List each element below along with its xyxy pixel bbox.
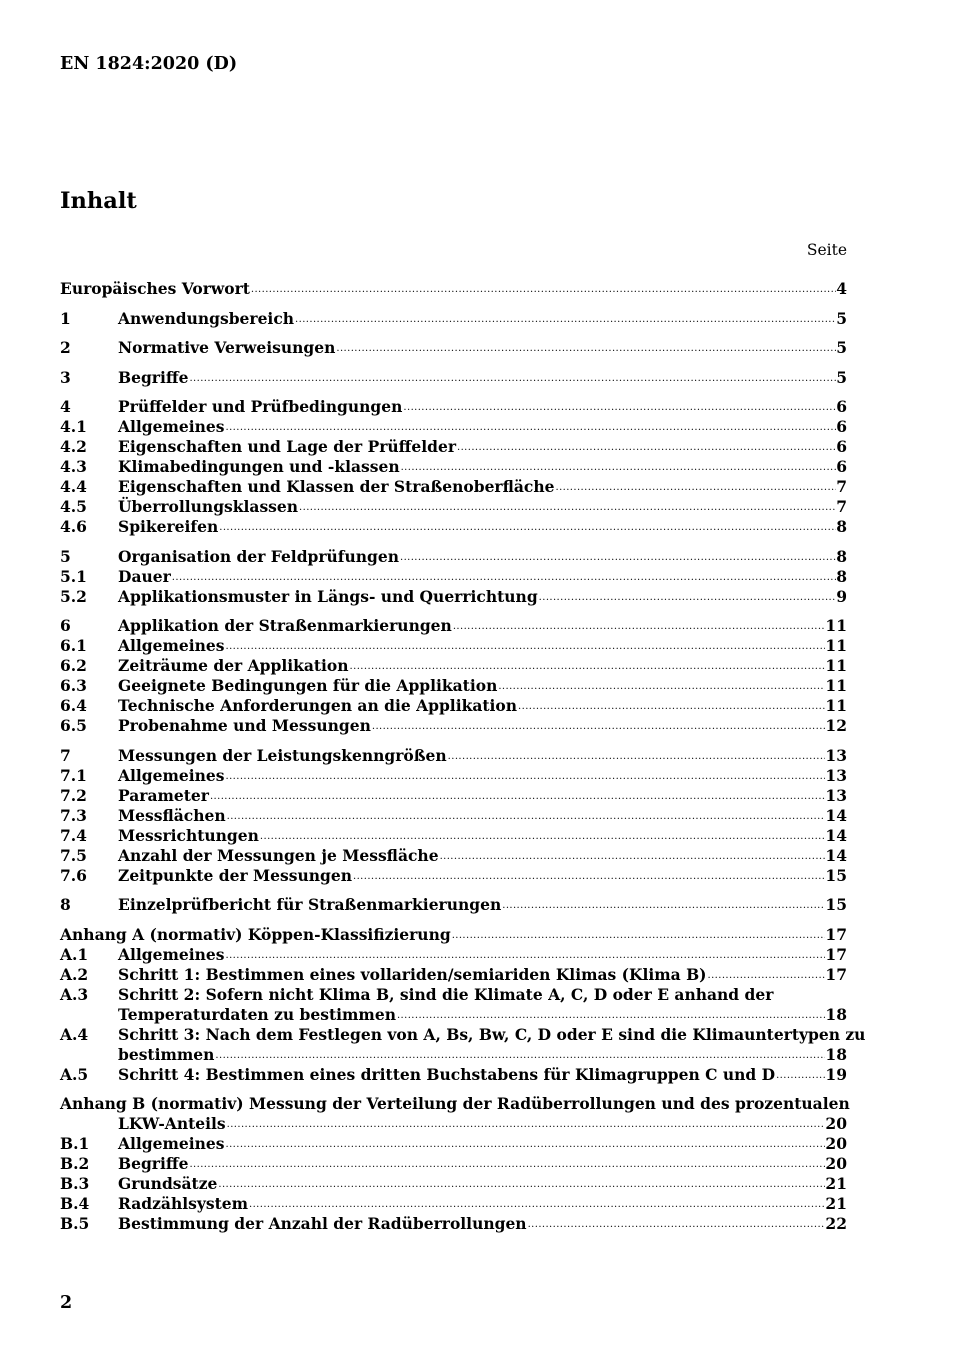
toc-dot-leader [217, 1180, 825, 1190]
toc-entry[interactable] [60, 547, 847, 567]
toc-entry-title: Anzahl der Messungen je Messfläche [118, 845, 439, 865]
page-number: 2 [60, 1293, 73, 1313]
toc-dot-leader [171, 573, 836, 583]
toc-entry-title: Applikation der Straßenmarkierungen [118, 616, 452, 635]
toc-entry[interactable] [60, 279, 847, 299]
toc-entry[interactable] [60, 1134, 847, 1154]
toc-entry[interactable] [60, 1065, 847, 1085]
toc-entry-title: Zeiträume der Applikation [118, 656, 349, 675]
toc-entry-page: 21 [825, 1194, 847, 1213]
toc-entry-title: Parameter [118, 785, 209, 805]
toc-entry-page: 9 [836, 586, 847, 606]
toc-entry-page: 11 [825, 676, 847, 695]
toc-dot-leader [497, 682, 825, 692]
toc-entry-number: B.3 [60, 1174, 90, 1193]
toc-dot-leader [225, 423, 837, 433]
toc-entry[interactable] [60, 676, 847, 696]
toc-entry[interactable] [60, 397, 847, 417]
toc-entry-page: 19 [825, 1064, 847, 1084]
toc-entry-title: Anwendungsbereich [118, 308, 295, 328]
toc-dot-leader [349, 662, 826, 672]
toc-entry[interactable] [60, 766, 847, 786]
toc-entry-number: 4.6 [60, 517, 87, 536]
toc-entry-number: 4.4 [60, 477, 87, 496]
toc-entry-title: Grundsätze [118, 1174, 218, 1193]
toc-dot-leader [538, 593, 837, 603]
toc-entry[interactable] [60, 1214, 847, 1234]
toc-entry-continuation[interactable] [60, 1114, 847, 1134]
toc-entry-page: 15 [825, 895, 847, 914]
toc-entry[interactable] [60, 806, 847, 826]
toc-entry-title: Anhang A (normativ) Köppen-Klassifizierung [60, 924, 451, 944]
toc-entry-page: 14 [825, 845, 847, 865]
page-title: Inhalt [60, 188, 137, 214]
toc-entry-title: Klimabedingungen und -klassen [118, 457, 400, 476]
toc-entry[interactable] [60, 587, 847, 607]
toc-entry-page: 17 [825, 924, 847, 944]
toc-entry-page: 12 [825, 716, 847, 735]
toc-entry-page: 20 [825, 1154, 847, 1173]
toc-entry-number: 8 [60, 895, 71, 914]
toc-entry-number: 6.2 [60, 656, 87, 675]
toc-entry[interactable] [60, 985, 847, 1005]
toc-entry[interactable] [60, 895, 847, 915]
toc-entry-title: Begriffe [118, 1154, 189, 1173]
document-id: EN 1824:2020 (D) [60, 54, 238, 74]
toc-entry-page: 13 [825, 765, 847, 785]
toc-entry-page: 20 [825, 1134, 847, 1153]
toc-entry-title: Schritt 4: Bestimmen eines dritten Buchstabens für Klimagruppen C und D [118, 1064, 776, 1084]
toc-entry-page: 13 [825, 745, 847, 765]
toc-dot-leader [225, 772, 826, 782]
toc-entry-page: 5 [836, 338, 847, 357]
toc-entry[interactable] [60, 925, 847, 945]
toc-entry-number: A.3 [60, 984, 89, 1004]
toc-entry-title: Bestimmung der Anzahl der Radüberrollungen [118, 1214, 527, 1233]
toc-entry[interactable] [60, 965, 847, 985]
toc-entry[interactable] [60, 417, 847, 437]
toc-entry-number: B.4 [60, 1194, 90, 1213]
toc-dot-leader [248, 1200, 825, 1210]
toc-entry[interactable] [60, 786, 847, 806]
toc-entry-title: Applikationsmuster in Längs- und Querrichtung [118, 586, 538, 606]
toc-entry-page: 4 [836, 279, 847, 298]
toc-dot-leader [402, 403, 836, 413]
toc-entry-number: 6.5 [60, 716, 87, 735]
toc-entry-number: 4.3 [60, 457, 87, 476]
toc-entry-number: 5.1 [60, 566, 87, 586]
toc-entry-number: 6.4 [60, 696, 87, 715]
toc-dot-leader [554, 483, 836, 493]
toc-entry-title: Schritt 1: Bestimmen eines vollariden/semiariden Klimas (Klima B) [118, 964, 707, 984]
toc-entry-number: 4 [60, 397, 71, 416]
toc-entry-title: Begriffe [118, 367, 189, 387]
toc-entry-page: 18 [825, 1044, 847, 1064]
toc-entry-title: Allgemeines [118, 636, 225, 655]
toc-entry-number: 4.2 [60, 437, 87, 456]
toc-entry-page: 8 [836, 546, 847, 566]
toc-entry[interactable] [60, 437, 847, 457]
toc-dot-leader [456, 443, 836, 453]
toc-entry[interactable] [60, 716, 847, 736]
toc-entry-number: 5.2 [60, 586, 87, 606]
toc-entry-page: 6 [836, 417, 847, 436]
toc-entry-number: A.5 [60, 1064, 89, 1084]
toc-entry-number: 6.1 [60, 636, 87, 655]
table-of-contents [60, 279, 866, 1234]
toc-entry-title: Spikereifen [118, 517, 219, 536]
toc-dot-leader [250, 285, 836, 295]
toc-entry-number: B.1 [60, 1134, 90, 1153]
toc-entry[interactable] [60, 517, 847, 537]
toc-dot-leader [447, 752, 826, 762]
toc-entry-number: 3 [60, 367, 71, 387]
toc-entry-title: Dauer [118, 566, 171, 586]
toc-dot-leader [225, 1140, 826, 1150]
toc-entry-title: Schritt 2: Sofern nicht Klima B, sind die Klimate A, C, D oder E anhand der [118, 984, 774, 1004]
toc-entry[interactable] [60, 497, 847, 517]
toc-entry-title: Allgemeines [118, 944, 225, 964]
toc-entry-page: 8 [836, 517, 847, 536]
toc-entry-title: Allgemeines [118, 417, 225, 436]
toc-dot-leader [259, 832, 826, 842]
toc-entry-title: Probenahme und Messungen [118, 716, 371, 735]
toc-entry-page: 11 [825, 656, 847, 675]
toc-dot-leader [225, 642, 826, 652]
toc-dot-leader [188, 1160, 825, 1170]
toc-entry-title: Allgemeines [118, 1134, 225, 1153]
toc-entry-number: 6 [60, 616, 71, 635]
toc-entry-title: Organisation der Feldprüfungen [118, 546, 399, 566]
toc-dot-leader [225, 951, 826, 961]
toc-dot-leader [226, 1120, 826, 1130]
toc-entry-number: 7.2 [60, 785, 87, 805]
toc-entry[interactable] [60, 1174, 847, 1194]
toc-dot-leader [226, 812, 826, 822]
toc-entry-title-continued: LKW-Anteils [118, 1114, 226, 1133]
toc-entry-title: Normative Verweisungen [118, 338, 336, 357]
toc-entry-number: 7 [60, 745, 71, 765]
toc-entry-page: 7 [836, 477, 847, 496]
toc-dot-leader [439, 852, 826, 862]
toc-entry-title: Europäisches Vorwort [60, 279, 250, 298]
toc-entry-page: 5 [836, 367, 847, 387]
toc-dot-leader [218, 523, 836, 533]
toc-entry-title: Technische Anforderungen an die Applikation [118, 696, 518, 715]
toc-entry[interactable] [60, 457, 847, 477]
toc-entry-number: B.2 [60, 1154, 90, 1173]
toc-dot-leader [399, 553, 836, 563]
toc-entry-number: 1 [60, 308, 71, 328]
toc-entry[interactable] [60, 616, 847, 636]
toc-entry[interactable] [60, 1094, 850, 1114]
toc-entry-number: A.1 [60, 944, 89, 964]
toc-entry-page: 17 [825, 944, 847, 964]
toc-entry[interactable] [60, 866, 847, 886]
toc-entry[interactable] [60, 746, 847, 766]
toc-entry-page: 13 [825, 785, 847, 805]
toc-entry-page: 8 [836, 566, 847, 586]
toc-entry-title: Geeignete Bedingungen für die Applikation [118, 676, 498, 695]
toc-entry-title: Prüffelder und Prüfbedingungen [118, 397, 403, 416]
toc-entry[interactable] [60, 567, 847, 587]
toc-entry-page: 20 [825, 1114, 847, 1133]
toc-entry-title: Messrichtungen [118, 825, 259, 845]
toc-entry-number: 7.6 [60, 865, 87, 885]
toc-entry-page: 15 [825, 865, 847, 885]
toc-entry-title: Einzelprüfbericht für Straßenmarkierungen [118, 895, 502, 914]
toc-entry[interactable] [60, 309, 847, 329]
toc-entry-continuation[interactable] [60, 1045, 847, 1065]
toc-dot-leader [707, 971, 826, 981]
toc-dot-leader [501, 901, 825, 911]
toc-entry-page: 21 [825, 1174, 847, 1193]
toc-entry[interactable] [60, 368, 847, 388]
toc-entry[interactable] [60, 636, 847, 656]
toc-entry-number: 4.1 [60, 417, 87, 436]
toc-entry[interactable] [60, 696, 847, 716]
toc-entry[interactable] [60, 1024, 866, 1045]
toc-entry-number: 7.3 [60, 805, 87, 825]
toc-entry-title: Anhang B (normativ) Messung der Verteilung der Radüberrollungen und des prozentualen [60, 1094, 850, 1113]
toc-dot-leader [214, 1051, 825, 1061]
toc-entry-number: 7.5 [60, 845, 87, 865]
toc-dot-leader [400, 463, 837, 473]
toc-entry-number: 7.4 [60, 825, 87, 845]
toc-entry[interactable] [60, 656, 847, 676]
toc-entry[interactable] [60, 826, 847, 846]
toc-entry[interactable] [60, 477, 847, 497]
toc-dot-leader [335, 344, 836, 354]
toc-entry-continuation[interactable] [60, 1005, 847, 1025]
toc-dot-leader [294, 315, 836, 325]
toc-entry[interactable] [60, 945, 847, 965]
toc-entry-number: A.2 [60, 964, 89, 984]
toc-entry-number: 5 [60, 546, 71, 566]
toc-dot-leader [298, 503, 836, 513]
toc-entry-title-continued: Temperaturdaten zu bestimmen [118, 1004, 396, 1024]
toc-dot-leader [209, 792, 825, 802]
toc-dot-leader [452, 622, 826, 632]
toc-entry-number: 4.5 [60, 497, 87, 516]
toc-entry-page: 17 [825, 964, 847, 984]
toc-entry-number: 7.1 [60, 765, 87, 785]
toc-entry[interactable] [60, 1154, 847, 1174]
toc-dot-leader [396, 1011, 825, 1021]
toc-entry[interactable] [60, 338, 847, 358]
toc-entry[interactable] [60, 846, 847, 866]
toc-entry-number: A.4 [60, 1024, 89, 1044]
toc-entry-page: 11 [825, 616, 847, 635]
toc-dot-leader [451, 931, 826, 941]
toc-entry-page: 14 [825, 805, 847, 825]
page-column-label: Seite [806, 241, 847, 259]
toc-entry-title: Schritt 3: Nach dem Festlegen von A, Bs, Bw, C, D oder E sind die Klimauntertypen zu [118, 1024, 866, 1044]
toc-entry-page: 18 [825, 1004, 847, 1024]
toc-entry-title: Überrollungsklassen [118, 497, 299, 516]
toc-dot-leader [352, 872, 825, 882]
toc-dot-leader [371, 722, 826, 732]
toc-dot-leader [188, 374, 836, 384]
toc-dot-leader [775, 1071, 825, 1081]
toc-entry-title: Zeitpunkte der Messungen [118, 865, 352, 885]
toc-entry-number: 2 [60, 338, 71, 357]
toc-entry-title-continued: bestimmen [118, 1044, 215, 1064]
toc-entry-page: 22 [825, 1214, 847, 1233]
toc-entry-title: Messflächen [118, 805, 226, 825]
toc-dot-leader [527, 1220, 826, 1230]
toc-entry-title: Messungen der Leistungskenngrößen [118, 745, 447, 765]
toc-entry-page: 7 [836, 497, 847, 516]
toc-entry-page: 11 [825, 636, 847, 655]
toc-entry-title: Radzählsystem [118, 1194, 249, 1213]
toc-entry-page: 6 [836, 437, 847, 456]
toc-entry-page: 11 [825, 696, 847, 715]
toc-dot-leader [517, 702, 825, 712]
toc-entry-title: Eigenschaften und Lage der Prüffelder [118, 437, 457, 456]
toc-entry-number: B.5 [60, 1214, 90, 1233]
toc-entry-number: 6.3 [60, 676, 87, 695]
toc-entry-page: 5 [836, 308, 847, 328]
toc-entry-page: 6 [836, 457, 847, 476]
toc-entry[interactable] [60, 1194, 847, 1214]
toc-entry-page: 14 [825, 825, 847, 845]
toc-entry-page: 6 [836, 397, 847, 416]
toc-entry-title: Allgemeines [118, 765, 225, 785]
toc-entry-title: Eigenschaften und Klassen der Straßenoberfläche [118, 477, 555, 496]
